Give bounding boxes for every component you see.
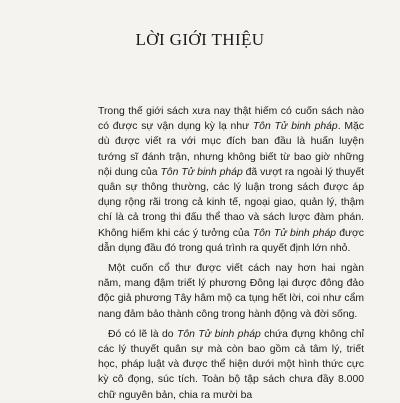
book-title-italic: Tôn Tử binh pháp [160, 166, 243, 178]
text-run: chứa đựng không chỉ các lý thuyết quân sự mà còn bao gồm cả tâm lý, triết học, pháp luật và được thể hiện dưới một hình thức cực kỳ cô đọng, súc tích. Toàn bộ tập sách chưa đầy 8.000 chữ nguyên bản, chia ra mười ba [98, 328, 364, 401]
book-title-italic: Tôn Tử binh pháp [252, 121, 338, 133]
body-text [98, 104, 364, 403]
text-run: Một cuốn cổ thư được viết cách nay hơn hai ngàn năm, mang đậm triết lý phương Đông lại được đông đảo độc giả phương Tây hâm mộ ca tụng hết lời, coi như cẩm nang đảm bảo thành công trong hành động và đời sống. [98, 263, 364, 320]
text-run: Trong thế giới sách xưa nay thật hiếm có cuốn sách nào có được sự vận dụng kỳ lạ như [98, 106, 364, 133]
page-title: LỜI GIỚI THIỆU [135, 30, 265, 49]
book-title-italic: Tôn Tử binh pháp [176, 328, 261, 340]
text-run: . Mặc dù được viết ra với mục đích ban đầu là huấn luyện tướng sĩ đánh trận, nhưng không biết từ bao giờ những nội dung của [98, 121, 364, 178]
book-title-italic: Tôn Tử binh pháp [252, 227, 337, 239]
paragraph-2 [98, 261, 364, 322]
text-run: Đó có lẽ là do [108, 328, 177, 340]
text-run: được dẫn dụng đầu đó trong quá trình ra quyết định lớn nhỏ. [98, 227, 364, 254]
text-run: đã vượt ra ngoài lý thuyết quân sự thông thường, các lý luận trong sách được áp dụng rộng rãi trong cả kinh tế, ngoại giao, quản lý, thậm chí là cả trong thi đấu thể thao và sách lược đàm phán. Không hiếm khi các ý tưởng của [98, 166, 364, 239]
paragraph-3 [98, 327, 364, 403]
paragraph-1 [98, 104, 364, 256]
